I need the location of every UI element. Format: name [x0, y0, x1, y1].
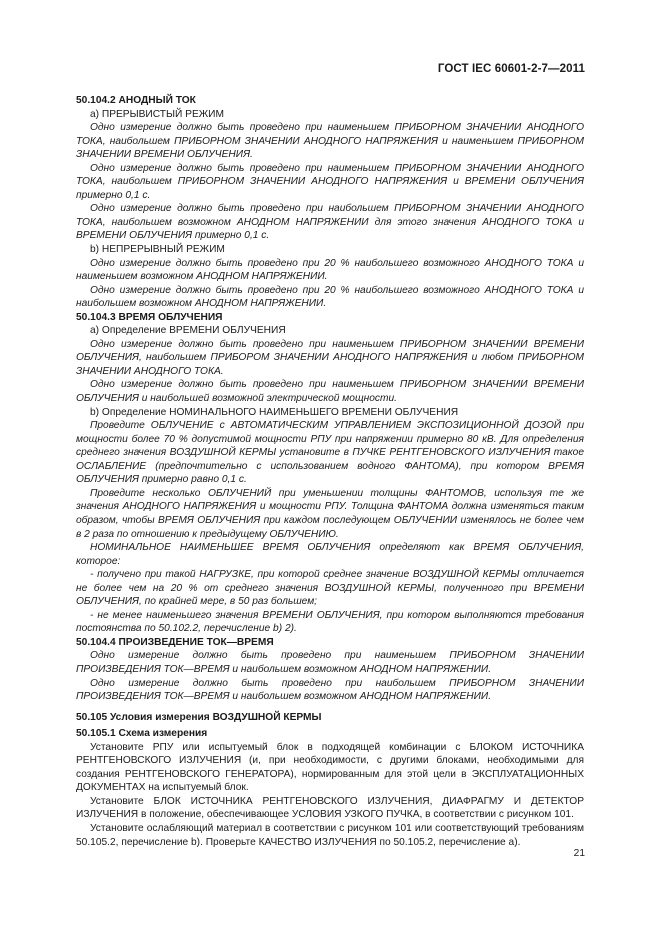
paragraph: Одно измерение должно быть проведено при наименьшем ПРИБОРНОМ ЗНАЧЕНИИ ПРОИЗВЕДЕНИЯ ТОК—ВРЕМЯ и наибольшем возможном АНОДНОМ НАПРЯЖЕНИИ. — [76, 650, 584, 675]
section-heading: 50.104.3 ВРЕМЯ ОБЛУЧЕНИЯ — [76, 311, 223, 323]
paragraph: Одно измерение должно быть проведено при 20 % наибольшего возможного АНОДНОГО ТОКА и наименьшем возможном АНОДНОМ НАПРЯЖЕНИИ. — [76, 257, 584, 283]
section-heading: 50.104.2 АНОДНЫЙ ТОК — [76, 95, 196, 106]
paragraph: Одно измерение должно быть проведено при наименьшем ПРИБОРНОМ ЗНАЧЕНИИ АНОДНОГО ТОКА, наибольшем ПРИБОРНОМ ЗНАЧЕНИИ АНОДНОГО НАПРЯЖЕНИЯ и наименьшем ПРИБОРНОМ ЗНАЧЕНИИ ВРЕМЕНИ ОБЛУЧЕНИЯ. — [76, 122, 584, 161]
list-item: а) ПРЕРЫВИСТЫЙ РЕЖИМ — [90, 108, 224, 120]
paragraph: - не менее наименьшего значения ВРЕМЕНИ ОБЛУЧЕНИЯ, при котором выполняются требования постоянства по 50.102.2, перечисление b) 2). — [76, 609, 584, 635]
document-body — [76, 94, 584, 849]
subsection-heading: 50.105.1 Схема измерения — [76, 728, 208, 740]
paragraph: Установите РПУ или испытуемый блок в подходящей комбинации с БЛОКОМ ИСТОЧНИКА РЕНТГЕНОВСКОГО ИЗЛУЧЕНИЯ (и, при необходимости, с другими блоками, необходимыми для создания РЕНТГЕНОВСКОГО ГЕНЕРАТОРА), нормированным для этой цели в ЭКСПЛУАТАЦИОННЫХ ДОКУМЕНТАХ на испытуемый блок. — [76, 741, 584, 794]
list-item: а) Определение ВРЕМЕНИ ОБЛУЧЕНИЯ — [90, 325, 286, 337]
section-heading: 50.104.4 ПРОИЗВЕДЕНИЕ ТОК—ВРЕМЯ — [76, 636, 274, 648]
paragraph: Проведите ОБЛУЧЕНИЕ с АВТОМАТИЧЕСКИМ УПРАВЛЕНИЕМ ЭКСПОЗИЦИОННОЙ ДОЗОЙ при мощности более 70 % допустимой мощности РПУ при напряжении примерно 80 кВ. Для определения среднего значения ВОЗДУШНОЙ КЕРМЫ установите в ПУЧКЕ РЕНТГЕНОВСКОГО ИЗЛУЧЕНИЯ такое ОСЛАБЛЕНИЕ (предпочтительно с использованием водного ФАНТОМА), при котором ВРЕМЯ ОБЛУЧЕНИЯ примерно равно 0,1 с. — [76, 420, 584, 486]
document-code: ГОСТ IEC 60601-2-7—2011 — [437, 63, 585, 75]
section-heading: 50.105 Условия измерения ВОЗДУШНОЙ КЕРМЫ — [76, 711, 322, 723]
paragraph: Одно измерение должно быть проведено при наименьшем ПРИБОРНОМ ЗНАЧЕНИИ ВРЕМЕНИ ОБЛУЧЕНИЯ и наибольшей возможной электрической мощности. — [76, 379, 584, 405]
paragraph: Одно измерение должно быть проведено при наименьшем ПРИБОРНОМ ЗНАЧЕНИИ АНОДНОГО ТОКА, наибольшем ПРИБОРНОМ ЗНАЧЕНИИ АНОДНОГО НАПРЯЖЕНИЯ и ВРЕМЕНИ ОБЛУЧЕНИЯ примерно 0,1 с. — [76, 162, 584, 201]
paragraph: Проведите несколько ОБЛУЧЕНИЙ при уменьшении толщины ФАНТОМОВ, используя те же значения АНОДНОГО НАПРЯЖЕНИЯ и мощности РПУ. Толщина ФАНТОМА должна изменяться таким образом, чтобы ВРЕМЯ ОБЛУЧЕНИЯ при каждом последующем ОБЛУЧЕНИИ изменялось не более чем в 2 раза по отношению к предыдущему ОБЛУЧЕНИЮ. — [76, 487, 584, 540]
paragraph: Одно измерение должно быть проведено при наибольшем ПРИБОРНОМ ЗНАЧЕНИИ АНОДНОГО ТОКА, наибольшем возможном АНОДНОМ НАПРЯЖЕНИИ для этого значения АНОДНОГО ТОКА и ВРЕМЕНИ ОБЛУЧЕНИЯ примерно 0,1 с. — [76, 203, 584, 242]
paragraph: Установите ослабляющий материал в соответствии с рисунком 101 или соответствующий требованиям 50.105.2, перечисление b). Проверьте КАЧЕСТВО ИЗЛУЧЕНИЯ по 50.105.2, перечисление a). — [76, 822, 584, 848]
paragraph: Одно измерение должно быть проведено при наименьшем ПРИБОРНОМ ЗНАЧЕНИИ ВРЕМЕНИ ОБЛУЧЕНИЯ, наибольшем ПРИБОРОМ ЗНАЧЕНИИ АНОДНОГО НАПРЯЖЕНИЯ и любом ПРИБОРНОМ ЗНАЧЕНИИ АНОДНОГО ТОКА. — [76, 338, 584, 377]
paragraph: - получено при такой НАГРУЗКЕ, при которой среднее значение ВОЗДУШНОЙ КЕРМЫ отличается не более чем на 20 % от среднего значения ВОЗДУШНОЙ КЕРМЫ, полученного при ВРЕМЕНИ ОБЛУЧЕНИЯ, по крайней мере, в 50 раз большем; — [76, 569, 584, 608]
list-item: b) НЕПРЕРЫВНЫЙ РЕЖИМ — [90, 244, 225, 256]
paragraph: Установите БЛОК ИСТОЧНИКА РЕНТГЕНОВСКОГО ИЗЛУЧЕНИЯ, ДИАФРАГМУ И ДЕТЕКТОР ИЗЛУЧЕНИЯ в положение, обеспечивающее УСЛОВИЯ УЗКОГО ПУЧКА, в соответствии с рисунком 101. — [76, 795, 584, 821]
page-number: 21 — [573, 848, 585, 859]
list-item: b) Определение НОМИНАЛЬНОГО НАИМЕНЬШЕГО ВРЕМЕНИ ОБЛУЧЕНИЯ — [90, 406, 459, 418]
paragraph: Одно измерение должно быть проведено при наибольшем ПРИБОРНОМ ЗНАЧЕНИИ ПРОИЗВЕДЕНИЯ ТОК—ВРЕМЯ и наибольшем возможном АНОДНОМ НАПРЯЖЕНИИ. — [76, 677, 584, 703]
paragraph: Одно измерение должно быть проведено при 20 % наибольшего возможного АНОДНОГО ТОКА и наибольшем возможном АНОДНОМ НАПРЯЖЕНИИ. — [76, 284, 584, 310]
paragraph: НОМИНАЛЬНОЕ НАИМЕНЬШЕЕ ВРЕМЯ ОБЛУЧЕНИЯ определяют как ВРЕМЯ ОБЛУЧЕНИЯ, которое: — [76, 542, 584, 567]
